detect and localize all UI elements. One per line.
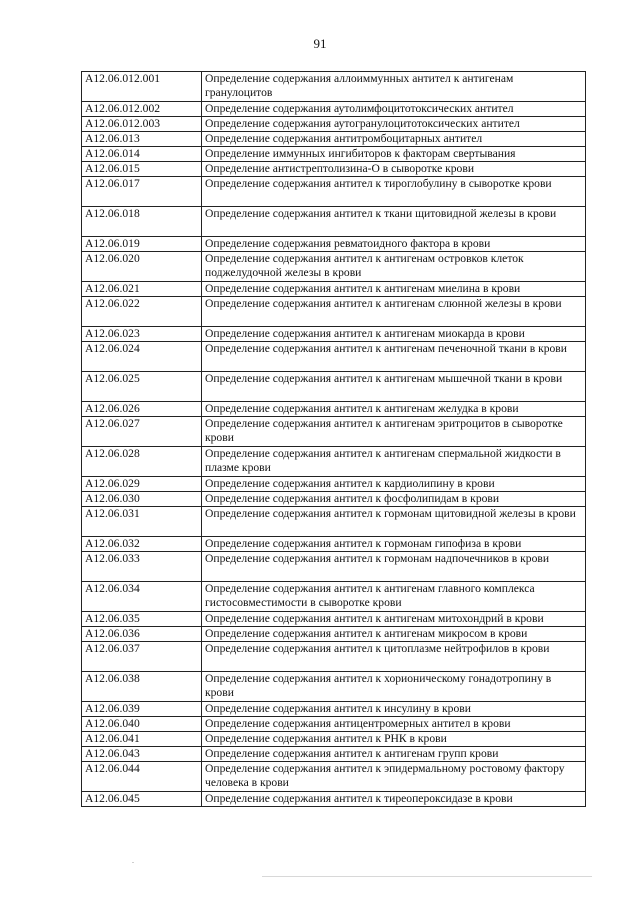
service-description: Определение содержания антител к кардиолипину в крови (202, 477, 586, 492)
services-table (81, 71, 586, 807)
service-description: Определение содержания антител к тироглобулину в сыворотке крови (202, 177, 586, 207)
service-description: Определение антистрептолизина-О в сыворотке крови (202, 162, 586, 177)
service-code: A12.06.022 (82, 297, 202, 327)
service-code: A12.06.033 (82, 552, 202, 582)
table-row (82, 477, 586, 492)
service-description: Определение содержания антител к антигенам мышечной ткани в крови (202, 372, 586, 402)
service-code: A12.06.044 (82, 762, 202, 792)
service-code: A12.06.019 (82, 237, 202, 252)
service-code: A12.06.045 (82, 792, 202, 807)
service-description: Определение содержания аутогранулоцитотоксических антител (202, 117, 586, 132)
table-row (82, 507, 586, 537)
service-code: A12.06.043 (82, 747, 202, 762)
service-code: A12.06.039 (82, 702, 202, 717)
table-row (82, 147, 586, 162)
page-number: 91 (313, 36, 327, 51)
service-code: A12.06.026 (82, 402, 202, 417)
table-row (82, 747, 586, 762)
scan-artifact (132, 862, 134, 863)
service-code: A12.06.028 (82, 447, 202, 477)
table-row (82, 207, 586, 237)
service-description: Определение иммунных ингибиторов к факторам свертывания (202, 147, 586, 162)
service-code: A12.06.037 (82, 642, 202, 672)
table-row (82, 582, 586, 612)
table-row (82, 402, 586, 417)
service-description: Определение содержания антител к антигенам спермальной жидкости в плазме крови (202, 447, 586, 477)
table-row (82, 762, 586, 792)
table-row (82, 537, 586, 552)
service-code: A12.06.027 (82, 417, 202, 447)
service-description: Определение содержания антител к инсулину в крови (202, 702, 586, 717)
table-row (82, 717, 586, 732)
table-row (82, 627, 586, 642)
service-code: A12.06.038 (82, 672, 202, 702)
service-code: A12.06.035 (82, 612, 202, 627)
table-row (82, 492, 586, 507)
table-row (82, 237, 586, 252)
service-description: Определение содержания аутолимфоцитотоксических антител (202, 102, 586, 117)
table-row (82, 702, 586, 717)
services-table-body (82, 72, 586, 807)
service-code: A12.06.025 (82, 372, 202, 402)
service-description: Определение содержания антител к антигенам миелина в крови (202, 282, 586, 297)
table-row (82, 372, 586, 402)
table-row (82, 297, 586, 327)
service-code: A12.06.032 (82, 537, 202, 552)
table-row (82, 102, 586, 117)
service-code: A12.06.030 (82, 492, 202, 507)
service-code: A12.06.012.001 (82, 72, 202, 102)
service-description: Определение содержания антител к антигенам печеночной ткани в крови (202, 342, 586, 372)
table-row (82, 732, 586, 747)
service-description: Определение содержания антител к антигенам желудка в крови (202, 402, 586, 417)
table-row (82, 447, 586, 477)
service-code: A12.06.034 (82, 582, 202, 612)
service-description: Определение содержания аллоиммунных антител к антигенам гранулоцитов (202, 72, 586, 102)
service-code: A12.06.023 (82, 327, 202, 342)
table-row (82, 132, 586, 147)
table-row (82, 417, 586, 447)
table-row (82, 552, 586, 582)
service-code: A12.06.012.003 (82, 117, 202, 132)
table-row (82, 162, 586, 177)
service-description: Определение содержания антител к фосфолипидам в крови (202, 492, 586, 507)
service-description: Определение содержания антител к тиреопероксидазе в крови (202, 792, 586, 807)
service-description: Определение содержания антицентромерных антител в крови (202, 717, 586, 732)
service-code: A12.06.031 (82, 507, 202, 537)
table-row (82, 72, 586, 102)
service-description: Определение содержания антител к антигенам митохондрий в крови (202, 612, 586, 627)
service-description: Определение содержания антител к гормонам гипофиза в крови (202, 537, 586, 552)
service-code: A12.06.029 (82, 477, 202, 492)
service-code: A12.06.041 (82, 732, 202, 747)
service-description: Определение содержания антител к антигенам микросом в крови (202, 627, 586, 642)
service-description: Определение содержания антител к антигенам эритроцитов в сыворотке крови (202, 417, 586, 447)
service-code: A12.06.020 (82, 252, 202, 282)
service-code: A12.06.017 (82, 177, 202, 207)
service-description: Определение содержания антител к антигенам групп крови (202, 747, 586, 762)
service-description: Определение содержания антител к цитоплазме нейтрофилов в крови (202, 642, 586, 672)
service-description: Определение содержания антител к хорионическому гонадотропину в крови (202, 672, 586, 702)
service-code: A12.06.012.002 (82, 102, 202, 117)
table-row (82, 612, 586, 627)
scan-artifact (262, 876, 592, 877)
table-row (82, 252, 586, 282)
table-row (82, 177, 586, 207)
table-row (82, 282, 586, 297)
service-description: Определение содержания антител к гормонам щитовидной железы в крови (202, 507, 586, 537)
service-code: A12.06.018 (82, 207, 202, 237)
table-row (82, 642, 586, 672)
service-description: Определение содержания антител к антигенам островков клеток поджелудочной железы в крови (202, 252, 586, 282)
service-description: Определение содержания антител к гормонам надпочечников в крови (202, 552, 586, 582)
service-code: A12.06.013 (82, 132, 202, 147)
service-code: A12.06.015 (82, 162, 202, 177)
service-description: Определение содержания антител к эпидермальному ростовому фактору человека в крови (202, 762, 586, 792)
service-description: Определение содержания антител к антигенам слюнной железы в крови (202, 297, 586, 327)
table-row (82, 792, 586, 807)
service-description: Определение содержания антител к ткани щитовидной железы в крови (202, 207, 586, 237)
service-description: Определение содержания антитромбоцитарных антител (202, 132, 586, 147)
service-code: A12.06.036 (82, 627, 202, 642)
table-row (82, 672, 586, 702)
service-code: A12.06.040 (82, 717, 202, 732)
service-description: Определение содержания антител к РНК в крови (202, 732, 586, 747)
service-code: A12.06.021 (82, 282, 202, 297)
service-description: Определение содержания антител к антигенам миокарда в крови (202, 327, 586, 342)
table-row (82, 342, 586, 372)
table-row (82, 117, 586, 132)
service-description: Определение содержания антител к антигенам главного комплекса гистосовместимости в сыворотке крови (202, 582, 586, 612)
service-code: A12.06.024 (82, 342, 202, 372)
table-row (82, 327, 586, 342)
service-description: Определение содержания ревматоидного фактора в крови (202, 237, 586, 252)
service-code: A12.06.014 (82, 147, 202, 162)
